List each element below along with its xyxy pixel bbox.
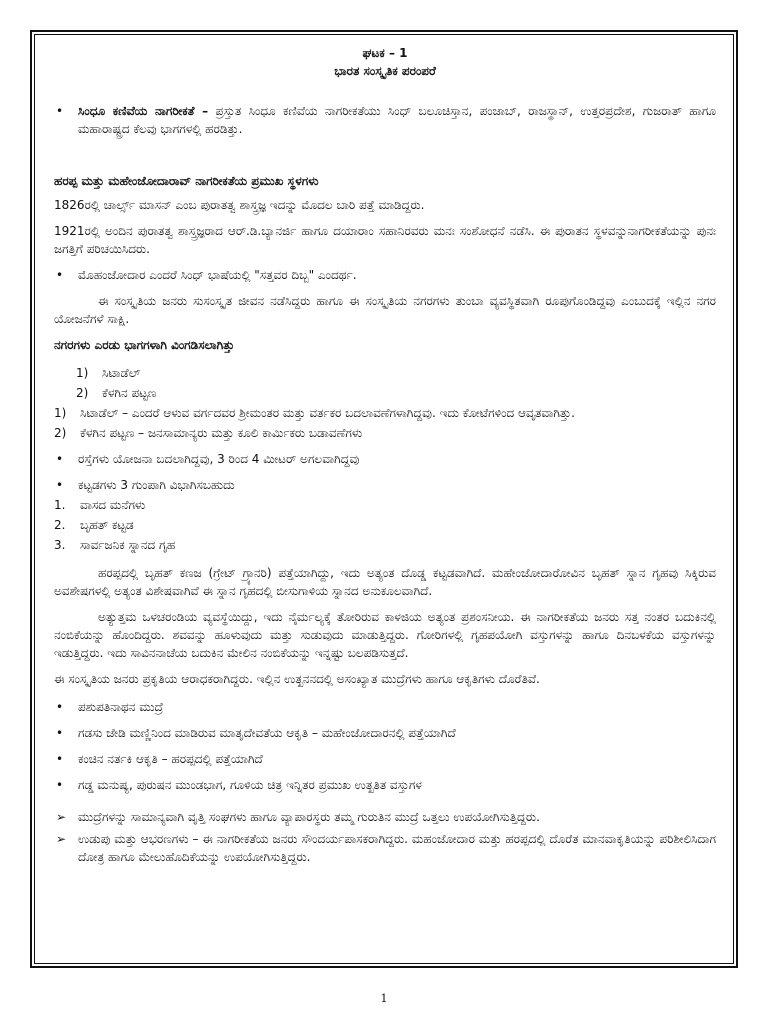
arrow-text: ಉಡುಪು ಮತ್ತು ಆಭರಣಗಳು – ಈ ನಾಗರೀಕತೆಯ ಜನರು ಸೌಂದರ್ಯಪಾಸಕರಾಗಿದ್ದರು. ಮಹಂಜೋದಾರ ಮತ್ತು ಹರಪ್ಪದಲ್ಲಿ ದೊರೆತ ಮಾನವಾಕೃತಿಯನ್ನು ಪರಿಶೀಲಿಸಿದಾಗ ದೋತ್ರ ಹಾಗೂ ಮೇಲುಹೊದಿಕೆಯನ್ನು ಉಪಯೋಗಿಸುತ್ತಿದ್ದರು. — [78, 832, 716, 864]
list-item — [54, 364, 716, 382]
page-number: 1 — [380, 992, 388, 1005]
arrow-item — [54, 808, 716, 826]
arrow-bullet-icon: ➢ — [56, 810, 67, 824]
bullet-text: ಗಡಸು ಜೇಡಿ ಮಣ್ಣಿನಿಂದ ಮಾಡಿರುವ ಮಾತೃದೇವತೆಯ ಆಕೃತಿ – ಮಹೇಂಜೋದಾರನಲ್ಲಿ ಪತ್ತೆಯಾಗಿದೆ — [78, 726, 456, 740]
bullet-icon: • — [56, 778, 64, 792]
list-item — [54, 476, 716, 494]
list-number: 1) — [76, 366, 89, 380]
bullet-text: ಗಡ್ಡ ಮನುಷ್ಯ, ಪುರುಷನ ಮುಂಡಭಾಗ, ಗೂಳಿಯ ಚಿತ್ರ ಇನ್ನಿತರ ಪ್ರಮುಖ ಉತ್ಖತಿತ ವಸ್ತುಗಳ — [78, 778, 422, 792]
bullet-icon: • — [56, 752, 64, 766]
list-number: 2. — [54, 518, 66, 532]
section1-para-1: 1826ರಲ್ಲಿ ಚಾರ್ಲ್ಸ್ ಮಾಸನ್ ಎಂಬ ಪುರಾತತ್ವ ಶಾಸ್ತ್ರಜ್ಞ ಇದನ್ನು ಮೊದಲ ಬಾರಿ ಪತ್ತೆ ಮಾಡಿದ್ದರು. — [54, 198, 425, 212]
definition-item — [54, 404, 716, 422]
section1-para-2: 1921ರಲ್ಲಿ ಅಂದಿನ ಪುರಾತತ್ವ ಶಾಸ್ತ್ರಜ್ಞರಾದ ಆರ್.ಡಿ.ಬ್ಯಾನರ್ಜಿ ಹಾಗೂ ದಯಾರಾಂ ಸಹಾನಿರವರು ಮನಃ ಸಂಶೋಧನೆ ನಡೆಸಿ. ಈ ಪುರಾತನ ಸ್ಥಳವನ್ನುನಾಗರೀಕತೆಯನ್ನು ಪುನಃ ಜಗತ್ತಿಗೆ ಪರಿಚಯಿಸಿದರು. — [54, 224, 716, 256]
definition-text: ಸಿಟಾಡೆಲ್ – ಎಂದರೆ ಆಳುವ ವರ್ಗದವರ ಶ್ರೀಮಂತರ ಮತ್ತು ವರ್ತಕರ ಬದಲಾವಣೆಗಳಾಗಿದ್ದವು. ಇದು ಕೋಟೆಗಳಿಂದ ಆವೃತವಾಗಿತ್ತು. — [80, 406, 575, 420]
unit-label: ಘಟಕ – 1 — [362, 46, 408, 60]
list-text: ಸಿಟಾಡೆಲ್ — [102, 366, 141, 380]
section1-para-3: ಈ ಸಂಸ್ಕೃತಿಯ ಜನರು ಸುಸಂಸ್ಕೃತ ಜೀವನ ನಡೆಸಿದ್ದರು ಹಾಗೂ ಈ ಸಂಸ್ಕೃತಿಯ ನಗರಗಳು ತುಂಬಾ ವ್ಯವಸ್ಥಿತವಾಗಿ ರೂಪುಗೊಂಡಿದ್ದವು ಎಂಬುದಕ್ಕೆ ಇಲ್ಲಿನ ನಗರ ಯೋಜನೆಗಳೆ ಸಾಕ್ಷಿ. — [54, 294, 716, 326]
list-number: 2) — [76, 386, 89, 400]
bullet-text: ಕಟ್ಟಡಗಳು 3 ಗುಂಪಾಗಿ ವಿಭಾಗಿಸಬಹುದು — [78, 478, 235, 492]
list-item — [54, 496, 716, 514]
list-number: 2) — [54, 426, 67, 440]
list-item — [54, 384, 716, 402]
list-number: 1. — [54, 498, 66, 512]
definition-text: ಕೆಳಗಿನ ಪಟ್ಟಣ – ಜನಸಾಮಾನ್ಯರು ಮತ್ತು ಕೂಲಿ ಕಾರ್ಮಿಕರು ಬಡಾವಣೆಗಳು — [80, 426, 363, 440]
list-item — [54, 450, 716, 468]
bullet-text: ಪಶುಪತಿನಾಥನ ಮುದ್ರೆ — [78, 700, 164, 714]
definition-item — [54, 424, 716, 442]
list-text: ಕೆಳಗಿನ ಪಟ್ಟಣ — [102, 386, 157, 400]
bullet-icon: • — [56, 478, 64, 492]
list-item — [54, 516, 716, 534]
list-item — [54, 698, 716, 716]
list-text: ಸಾರ್ವಜನಿಕ ಸ್ನಾನದ ಗೃಹ — [80, 538, 176, 552]
list-text: ಬೃಹತ್ ಕಟ್ಟಡ — [80, 518, 134, 532]
section3-para-2: ಅತ್ಯುತ್ತಮ ಒಳಚರಂಡಿಯ ವ್ಯವಸ್ಥೆಯಿದ್ದು, ಇದು ನೈರ್ಮಲ್ಯಕ್ಕೆ ತೋರಿರುವ ಕಾಳಜಿಯ ಅತ್ಯಂತ ಪ್ರಶಂಸನೀಯ. ಈ ನಾಗರೀಕತೆಯ ಜನರು ಸತ್ತ ನಂತರ ಬದುಕಿನಲ್ಲಿ ನಂಬಿಕೆಯನ್ನು ಹೊಂದಿದ್ದರು. ಶವವನ್ನು ಹೂಳುವುದು ಮತ್ತು ಸುಡುವುದು ಮಾಡುತ್ತಿದ್ದರು. ಗೋರಿಗಳಲ್ಲಿ ಗೃಹಪಯೋಗಿ ವಸ್ತುಗಳನ್ನು ಹಾಗೂ ದಿನಬಳಕೆಯ ವಸ್ತುಗಳನ್ನು ಇಡುತ್ತಿದ್ದರು. ಇದು ಸಾವಿನನಾಚೆಯ ಬದುಕಿನ ಮೇಲಿನ ನಂಬಿಕೆಯನ್ನು ಇನ್ನಷ್ಟು ಬಲಪಡಿಸುತ್ತದೆ. — [54, 610, 716, 660]
section1-heading: ಹರಪ್ಪ ಮತ್ತು ಮಹೇಂಜೋದಾರಾವ್ ನಾಗರೀಕತೆಯ ಪ್ರಮುಖ ಸ್ಥಳಗಳು — [54, 174, 319, 188]
list-number: 1) — [54, 406, 67, 420]
list-text: ವಾಸದ ಮನೆಗಳು — [80, 498, 146, 512]
arrow-text: ಮುದ್ರೆಗಳನ್ನು ಸಾಮಾನ್ಯವಾಗಿ ವೃತ್ತಿ ಸಂಘಗಳು ಹಾಗೂ ವ್ಯಾಪಾರಸ್ಥರು ತಮ್ಮ ಗುರುತಿನ ಮುದ್ರೆ ಒತ್ತಲು ಉಪಯೋಗಿಸುತ್ತಿದ್ದರು. — [78, 810, 540, 824]
section3-para-3: ಈ ಸಂಸ್ಕೃತಿಯ ಜನರು ಪ್ರಕೃತಿಯ ಆರಾಧಕರಾಗಿದ್ದರು. ಇಲ್ಲಿನ ಉತ್ಖನನದಲ್ಲಿ ಅಸಂಖ್ಯಾತ ಮುದ್ರೆಗಳು ಹಾಗೂ ಆಕೃತಿಗಳು ದೊರೆತಿವೆ. — [54, 672, 540, 686]
list-item — [54, 536, 716, 554]
list-item — [54, 750, 716, 768]
arrow-bullet-icon: ➢ — [56, 832, 67, 846]
section2-heading: ನಗರಗಳು ಎರಡು ಭಾಗಗಳಾಗಿ ವಿಂಗಡಿಸಲಾಗಿತ್ತು — [54, 338, 235, 352]
document-body — [54, 44, 716, 874]
section3-para-1: ಹರಪ್ಪದಲ್ಲಿ ಬೃಹತ್ ಕಣಜ (ಗ್ರೇಟ್ ಗ್ರ್ಯಾನರಿ) ಪತ್ತೆಯಾಗಿದ್ದು, ಇದು ಅತ್ಯಂತ ದೊಡ್ಡ ಕಟ್ಟಡವಾಗಿದೆ. ಮಹೇಂಜೋದಾರೋವಿನ ಬೃಹತ್ ಸ್ನಾನ ಗೃಹವು ಸಿಕ್ಕಿರುವ ಅವಶೇಷಗಳಲ್ಲಿ ಅತ್ಯಂತ ವಿಶೇಷವಾಗಿವೆ ಈ ಸ್ನಾನ ಗೃಹದಲ್ಲಿ ಬೀಸುಗಾಳಿಯ ಸ್ನಾನದ ಅನುಕೂಲವಾಗಿದೆ. — [54, 566, 716, 598]
bullet-icon: • — [56, 104, 64, 118]
arrow-item — [54, 830, 716, 866]
list-number: 3. — [54, 538, 66, 552]
intro-label: ಸಿಂಧೂ ಕಣಿವೆಯ ನಾಗರೀಕತೆ – — [78, 104, 209, 118]
bullet-icon: • — [56, 452, 64, 466]
bullet-icon: • — [56, 268, 64, 282]
page-title: ಭಾರತ ಸಂಸ್ಕೃತಿಕ ಪರಂಪರೆ — [334, 64, 436, 78]
bullet-text: ರಸ್ತೆಗಳು ಯೋಜನಾ ಬದಲಾಗಿದ್ದವು, 3 ರಿಂದ 4 ಮೀಟರ್ ಅಗಲವಾಗಿದ್ದವು — [78, 452, 360, 466]
list-item — [54, 724, 716, 742]
list-item — [54, 266, 716, 284]
bullet-icon: • — [56, 700, 64, 714]
list-item — [54, 776, 716, 794]
intro-text: ಪ್ರಸ್ತುತ ಸಿಂಧೂ ಕಣಿವೆಯ ನಾಗರೀಕತೆಯು ಸಿಂಧ್ ಬಲೂಚಿಸ್ತಾನ, ಪಂಜಾಬ್, ರಾಜಸ್ಥಾನ್, ಉತ್ತರಪ್ರದೇಶ, ಗುಜರಾತ್ ಹಾಗೂ ಮಹಾರಾಷ್ಟ್ರದ ಕೆಲವು ಭಾಗಗಳಲ್ಲಿ ಹರಡಿತ್ತು. — [78, 104, 716, 136]
section1-bullet: ಮೊಹಂಜೋದಾರ ಎಂದರೆ ಸಿಂಧ್ ಭಾಷೆಯಲ್ಲಿ "ಸತ್ತವರ ದಿಬ್ಬ" ಎಂದರ್ಥ. — [78, 268, 357, 282]
bullet-icon: • — [56, 726, 64, 740]
intro-bullet — [54, 102, 716, 138]
bullet-text: ಕಂಚಿನ ನರ್ತಕಿ ಆಕೃತಿ – ಹರಪ್ಪದಲ್ಲಿ ಪತ್ತೆಯಾಗಿದೆ — [78, 752, 263, 766]
